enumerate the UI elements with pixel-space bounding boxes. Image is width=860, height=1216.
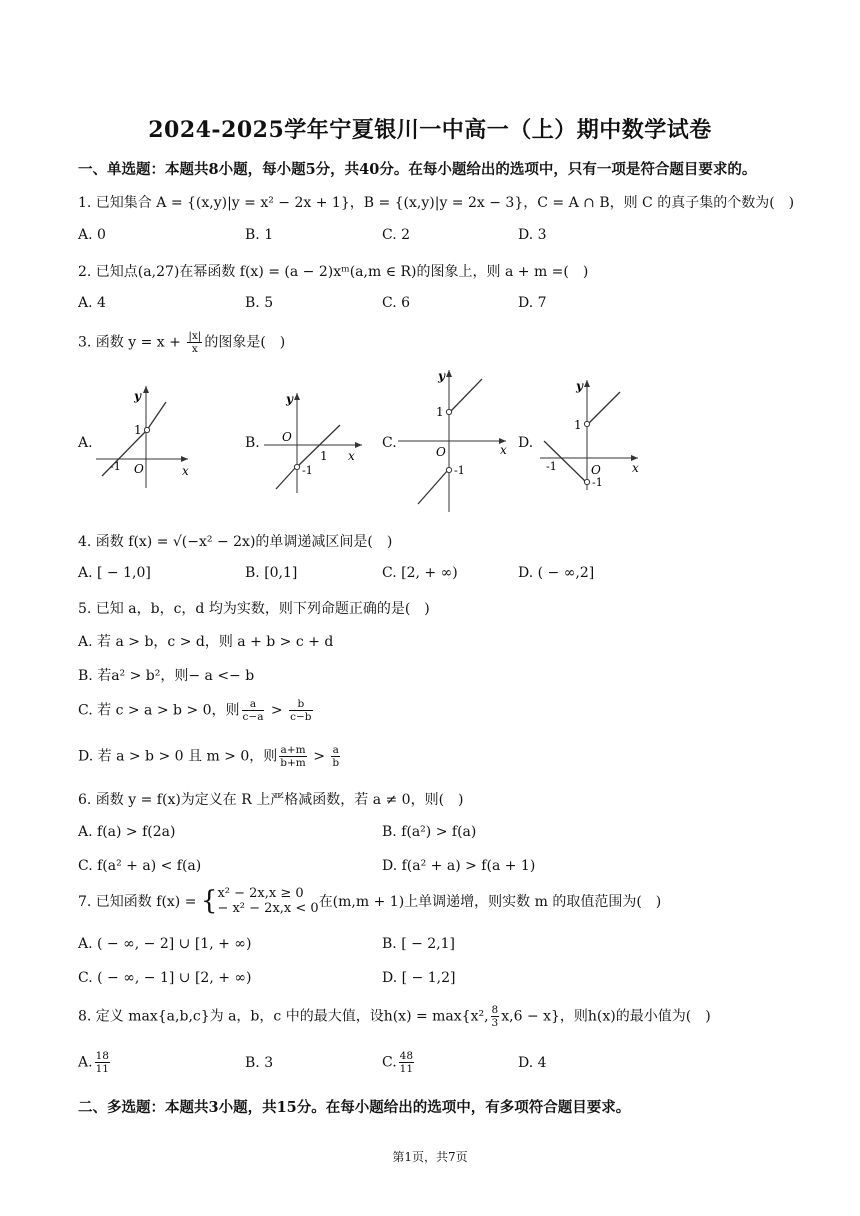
q3-option-d: D.	[518, 435, 534, 451]
graph-d-one-label: 1	[574, 418, 582, 432]
q7-stem	[78, 886, 661, 916]
q7-cases	[217, 886, 318, 916]
q6-option-d: D. f(a² + a) > f(a + 1)	[382, 858, 536, 874]
q8-a-den: 11	[95, 1063, 109, 1075]
q5-option-d: D. 若 a > b > 0 且 m > 0，则 $\frac{a+m}{b+m}$ > $\frac{a}{b}$	[78, 744, 340, 769]
q3-graph-d	[538, 376, 643, 492]
graph-d-x-label: x	[632, 461, 639, 475]
q8-c-den: 11	[399, 1063, 414, 1075]
q5-c-f1-num: a	[242, 698, 265, 711]
q7-option-c: C. ( − ∞, − 1] ∪ [2, + ∞)	[78, 970, 252, 986]
q5-option-c-prefix: C. 若 c > a > b > 0，则	[78, 702, 240, 719]
graph-a-origin-label: O	[134, 462, 144, 476]
q5-stem: 5. 已知 a，b，c，d 均为实数，则下列命题正确的是( )	[78, 601, 430, 617]
q3-graph-c	[396, 366, 511, 514]
q2-option-d: D. 7	[518, 295, 547, 311]
q5-option-c: C. 若 c > a > b > 0，则 $\frac{a}{c-a}$ > $\frac{b}{c-b}$	[78, 698, 312, 723]
q1-stem: 1. 已知集合 A = {(x,y)|y = x² − 2x + 1}，B = {(x,y)|y = 2x − 3}，C = A ∩ B，则 C 的真子集的个数为( )	[78, 195, 795, 211]
section-1-heading: 一、单选题：本题共8小题，每小题5分，共40分。在每小题给出的选项中，只有一项是符合题目要求的。	[78, 161, 757, 178]
q5-d-f2-num: a	[332, 744, 339, 756]
q6-option-b: B. f(a²) > f(a)	[382, 824, 477, 840]
graph-d-y-label: y	[576, 379, 583, 393]
graph-c-x-label: x	[500, 443, 507, 457]
q8-option-d: D. 4	[518, 1055, 547, 1071]
q3-option-a: A.	[78, 435, 93, 451]
q7-stem-prefix: 7. 已知函数 f(x) =	[78, 894, 197, 910]
q4-option-d: D. ( − ∞,2]	[518, 565, 595, 581]
q4-option-b: B. [0,1]	[245, 565, 298, 581]
graph-b-y-label: y	[286, 392, 293, 406]
q8-option-a	[78, 1050, 112, 1075]
graph-b-origin-label: O	[282, 430, 292, 444]
graph-d-neg-one-y-label: -1	[592, 476, 603, 489]
q8-fraction	[491, 1004, 500, 1029]
q5-option-a: A. 若 a > b，c > d，则 a + b > c + d	[78, 634, 334, 650]
q7-brace: {	[200, 886, 218, 916]
q3-fraction	[187, 330, 202, 355]
q3-stem	[78, 330, 285, 355]
q8-c-num: 48	[399, 1050, 414, 1062]
q5-c-f2-num: b	[289, 698, 312, 711]
q6-option-c: C. f(a² + a) < f(a)	[78, 858, 202, 874]
q5-c-frac-1	[242, 698, 265, 723]
graph-b-one-label: 1	[320, 449, 328, 463]
q1-option-a: A. 0	[78, 227, 106, 243]
q3-stem-suffix: 的图象是( )	[204, 334, 286, 351]
q5-d-frac-1	[279, 744, 306, 769]
q7-option-d: D. [ − 1,2]	[382, 970, 456, 986]
q2-option-a: A. 4	[78, 295, 106, 311]
q1-option-d: D. 3	[518, 227, 547, 243]
page-footer: 第1页，共7页	[392, 1150, 468, 1164]
q8-option-c-frac	[399, 1050, 414, 1075]
q3-frac-den: x	[191, 343, 198, 355]
graph-a-x-label: x	[182, 464, 189, 478]
section-2-heading: 二、多选题：本题共3小题，共15分。在每小题给出的选项中，有多项符合题目要求。	[78, 1099, 631, 1116]
q8-option-a-frac	[95, 1050, 110, 1075]
graph-d-origin-label: O	[591, 463, 601, 477]
q5-d-f1-num: a+m	[280, 744, 306, 756]
q2-option-b: B. 5	[245, 295, 274, 311]
q3-frac-num: |x|	[188, 330, 202, 342]
q2-stem: 2. 已知点(a,27)在幂函数 f(x) = (a − 2)xᵐ(a,m ∈ R)的图象上，则 a + m =( )	[78, 264, 589, 280]
q3-stem-prefix: 3. 函数 y = x +	[78, 334, 186, 351]
q8-option-c-label: C.	[382, 1054, 397, 1071]
q4-option-c: C. [2, + ∞)	[382, 565, 458, 581]
graph-a-neg-one-label: -1	[110, 460, 121, 473]
graph-a-y-label: y	[134, 389, 141, 403]
q1-option-c: C. 2	[382, 227, 411, 243]
graph-c-neg-one-label: -1	[454, 464, 465, 477]
q5-c-frac-2	[289, 698, 312, 723]
q8-frac-den: 3	[491, 1017, 499, 1029]
q8-option-a-label: A.	[78, 1054, 93, 1071]
q6-stem: 6. 函数 y = f(x)为定义在 R 上严格减函数，若 a ≠ 0，则( )	[78, 792, 464, 808]
graph-d-neg-one-label: -1	[546, 460, 557, 473]
q3-graph-a	[94, 380, 194, 490]
q5-option-d-prefix: D. 若 a > b > 0 且 m > 0，则	[78, 748, 278, 765]
page-title: 2024-2025学年宁夏银川一中高一（上）期中数学试卷	[148, 117, 712, 143]
graph-a-one-label: 1	[134, 423, 142, 437]
q8-stem	[78, 1004, 711, 1029]
q8-stem-suffix: x,6 − x}，则h(x)的最小值为( )	[501, 1008, 711, 1025]
q3-graph-b	[262, 385, 367, 495]
q1-option-b: B. 1	[245, 227, 274, 243]
q7-stem-suffix: 在(m,m + 1)上单调递增，则实数 m 的取值范围为( )	[318, 894, 662, 910]
q5-c-f1-den: c−a	[242, 711, 264, 723]
q7-case-1: x² − 2x,x ≥ 0	[217, 886, 304, 901]
q3-option-c: C.	[382, 435, 397, 451]
q8-option-b: B. 3	[245, 1055, 274, 1071]
q6-option-a: A. f(a) > f(2a)	[78, 824, 176, 840]
graph-c-origin-label: O	[436, 445, 446, 459]
q7-option-a: A. ( − ∞, − 2] ∪ [1, + ∞)	[78, 936, 252, 952]
q2-option-c: C. 6	[382, 295, 411, 311]
q5-d-f2-den: b	[332, 757, 340, 769]
q7-option-b: B. [ − 2,1]	[382, 936, 456, 952]
q8-option-c	[382, 1050, 416, 1075]
q5-c-f2-den: c−b	[290, 711, 312, 723]
graph-b-x-label: x	[348, 449, 355, 463]
q3-option-b: B.	[245, 435, 260, 451]
q4-stem: 4. 函数 f(x) = √(−x² − 2x)的单调递减区间是( )	[78, 534, 393, 550]
q8-stem-prefix: 8. 定义 max{a,b,c}为 a，b，c 中的最大值，设h(x) = max{x²,	[78, 1008, 489, 1025]
q5-d-f1-den: b+m	[280, 757, 306, 769]
graph-b-neg-one-label: -1	[302, 464, 313, 477]
graph-c-y-label: y	[438, 369, 445, 383]
q5-option-b: B. 若a² > b²，则− a <− b	[78, 668, 255, 684]
q8-frac-num: 8	[491, 1004, 499, 1016]
graph-c-one-label: 1	[436, 405, 444, 419]
q4-option-a: A. [ − 1,0]	[78, 565, 151, 581]
q8-a-num: 18	[95, 1050, 109, 1062]
q5-d-frac-2	[331, 744, 340, 769]
q7-case-2: − x² − 2x,x < 0	[217, 901, 319, 916]
